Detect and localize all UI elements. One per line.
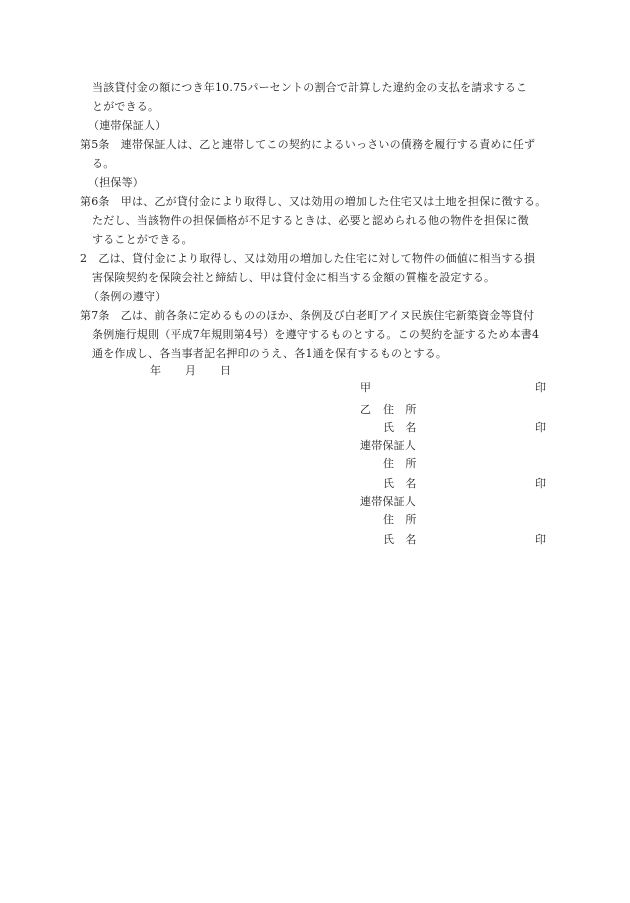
article6-p2-line-1: 2 乙は、貸付金により取得し、又は効用の増加した住宅に対して物件の価値に相当する損 bbox=[80, 252, 536, 265]
guarantor-2-label: 連帯保証人 bbox=[360, 495, 416, 508]
party-otsu-label: 乙 bbox=[360, 403, 372, 416]
article6-heading: （担保等） bbox=[88, 176, 144, 189]
article6-p1-line-1: 第6条 甲は、乙が貸付金により取得し、又は効用の増加した住宅又は土地を担保に徴する。 bbox=[80, 195, 547, 208]
article7-line-1: 第7条 乙は、前各条に定めるもののほか、条例及び白老町アイヌ民族住宅新築資金等貸付 bbox=[80, 309, 535, 322]
seal-mark-guarantor-1: 印 bbox=[535, 477, 546, 490]
article5-heading: （連帯保証人） bbox=[88, 119, 167, 132]
article4-line-2: とができる。 bbox=[92, 100, 160, 113]
article7-line-2: 条例施行規則（平成7年規則第4号）を遵守するものとする。この契約を証するため本書4 bbox=[92, 328, 540, 341]
guarantor-2-address-label: 住 所 bbox=[383, 513, 417, 526]
guarantor-1-address-label: 住 所 bbox=[383, 457, 417, 470]
guarantor-1-label: 連帯保証人 bbox=[360, 439, 416, 452]
article6-p1-line-2: ただし、当該物件の担保価格が不足するときは、必要と認められる他の物件を担保に徴 bbox=[92, 214, 529, 227]
article6-p1-line-3: することができる。 bbox=[92, 233, 193, 246]
seal-mark-otsu: 印 bbox=[535, 421, 546, 434]
date-year: 年 bbox=[150, 364, 162, 377]
otsu-address-label: 住 所 bbox=[383, 403, 417, 416]
seal-mark-guarantor-2: 印 bbox=[535, 533, 546, 546]
article5-line-1: 第5条 連帯保証人は、乙と連帯してこの契約によるいっさいの債務を履行する責めに任ず bbox=[80, 138, 536, 151]
otsu-name-label: 氏 名 bbox=[383, 421, 417, 434]
guarantor-1-name-label: 氏 名 bbox=[383, 477, 417, 490]
article7-line-3: 通を作成し、各当事者記名押印のうえ、各1通を保有するものとする。 bbox=[92, 347, 448, 360]
seal-mark-kou: 印 bbox=[535, 381, 546, 394]
article7-heading: （条例の遵守） bbox=[88, 290, 167, 303]
article5-line-2: る。 bbox=[92, 157, 115, 170]
date-month: 月 bbox=[185, 364, 197, 377]
date-day: 日 bbox=[220, 364, 232, 377]
guarantor-2-name-label: 氏 名 bbox=[383, 533, 417, 546]
article6-p2-line-2: 害保険契約を保険会社と締結し、甲は貸付金に相当する金額の質権を設定する。 bbox=[92, 271, 496, 284]
article4-line-1: 当該貸付金の額につき年10.75パーセントの割合で計算した違約金の支払を請求するこ bbox=[92, 81, 528, 94]
party-kou-label: 甲 bbox=[360, 381, 372, 394]
